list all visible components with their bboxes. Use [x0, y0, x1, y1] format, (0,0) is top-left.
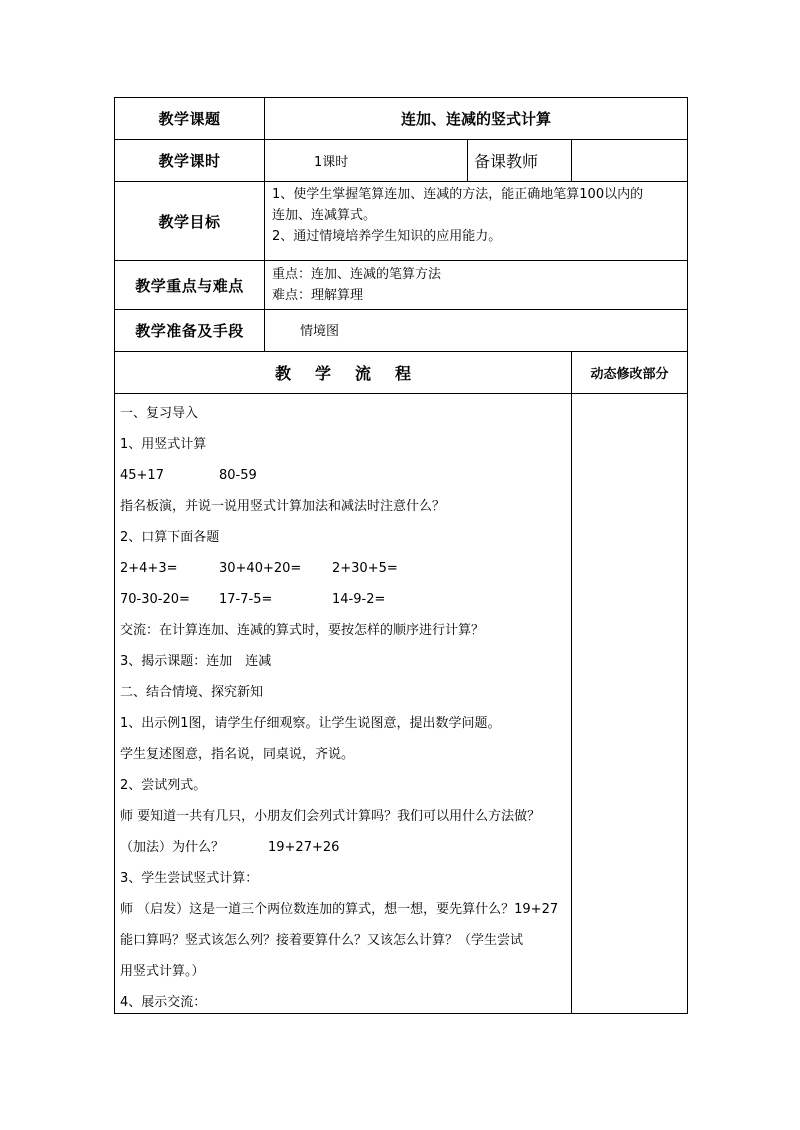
lesson-plan-table [114, 97, 688, 1014]
key-line-1: 重点：连加、连减的笔算方法 [272, 267, 442, 282]
row-goal [115, 182, 688, 261]
hours-value: 1课时 [314, 155, 349, 170]
expr-2: 30+40+20= [219, 561, 302, 576]
hours-label: 教学课时 [115, 140, 265, 182]
expr-3: 2+30+5= [332, 561, 398, 576]
expr-4: 70-30-20= [120, 592, 190, 607]
expr-1: 2+4+3= [120, 561, 178, 576]
dynamic-edit-area [572, 394, 688, 1014]
topic-value: 连加、连减的竖式计算 [265, 98, 688, 140]
goal-line-3: 2、通过情境培养学生知识的应用能力。 [272, 229, 502, 244]
flow-line-1: 一、复习导入 [120, 406, 199, 421]
key-label: 教学重点与难点 [115, 261, 265, 310]
expr-45-17: 45+17 [120, 468, 164, 483]
flow-content [115, 394, 572, 1014]
flow-title-char-2: 学 [314, 364, 331, 383]
flow-line-17: 师 （启发）这是一道三个两位数连加的算式，想一想，要先算什么？19+27 [120, 902, 559, 917]
flow-line-19: 用竖式计算。） [120, 964, 205, 979]
flow-line-12: 学生复述图意，指名说，同桌说，齐说。 [120, 747, 355, 762]
goal-label: 教学目标 [115, 182, 265, 261]
expr-5: 17-7-5= [219, 592, 273, 607]
flow-line-11: 1、出示例1图，请学生仔细观察。让学生说图意，提出数学问题。 [120, 716, 501, 731]
dynamic-edit-label: 动态修改部分 [572, 352, 688, 394]
flow-line-14: 师 要知道一共有几只，小朋友们会列式计算吗？我们可以用什么方法做？ [120, 809, 541, 824]
flow-line-4: 指名板演，并说一说用竖式计算加法和减法时注意什么？ [120, 499, 446, 514]
topic-label: 教学课题 [115, 98, 265, 140]
flow-title-char-3: 流 [355, 364, 372, 383]
goal-line-1: 1、使学生掌握笔算连加、连减的方法，能正确地笔算100以内的 [272, 187, 644, 202]
row-flow-header [115, 352, 688, 394]
row-prep [115, 310, 688, 352]
goal-content [265, 182, 688, 261]
flow-title-char-1: 教 [274, 364, 291, 383]
flow-line-3 [120, 468, 571, 483]
key-content [265, 261, 688, 310]
teacher-value [572, 140, 688, 182]
row-flow-body [115, 394, 688, 1014]
flow-line-13: 2、尝试列式。 [120, 778, 207, 793]
row-key-points [115, 261, 688, 310]
key-line-2: 难点：理解算理 [272, 288, 364, 303]
prep-value: 情境图 [300, 324, 340, 339]
flow-line-15-text: （加法）为什么？ [120, 840, 225, 855]
expr-80-59: 80-59 [219, 468, 257, 483]
expr-19-27-26: 19+27+26 [268, 840, 340, 855]
flow-line-7 [120, 592, 571, 607]
flow-line-16: 3、学生尝试竖式计算： [120, 871, 259, 886]
flow-line-9: 3、揭示课题：连加 连减 [120, 654, 272, 669]
flow-line-2: 1、用竖式计算 [120, 437, 207, 452]
prep-cell [265, 310, 688, 352]
flow-title-char-4: 程 [395, 364, 412, 383]
hours-cell [265, 140, 468, 182]
teacher-label: 备课教师 [468, 140, 572, 182]
row-hours [115, 140, 688, 182]
prep-label: 教学准备及手段 [115, 310, 265, 352]
flow-title [115, 352, 572, 394]
flow-line-5: 2、口算下面各题 [120, 530, 220, 545]
flow-line-6 [120, 561, 571, 576]
flow-line-15 [120, 840, 571, 855]
flow-line-20: 4、展示交流： [120, 995, 207, 1010]
flow-line-8: 交流：在计算连加、连减的算式时，要按怎样的顺序进行计算？ [120, 623, 485, 638]
expr-6: 14-9-2= [332, 592, 386, 607]
flow-line-18: 能口算吗？竖式该怎么列？接着要算什么？又该怎么计算？（学生尝试 [120, 933, 524, 948]
row-topic [115, 98, 688, 140]
flow-line-10: 二、结合情境、探究新知 [120, 685, 264, 700]
goal-line-2: 连加、连减算式。 [272, 208, 377, 223]
